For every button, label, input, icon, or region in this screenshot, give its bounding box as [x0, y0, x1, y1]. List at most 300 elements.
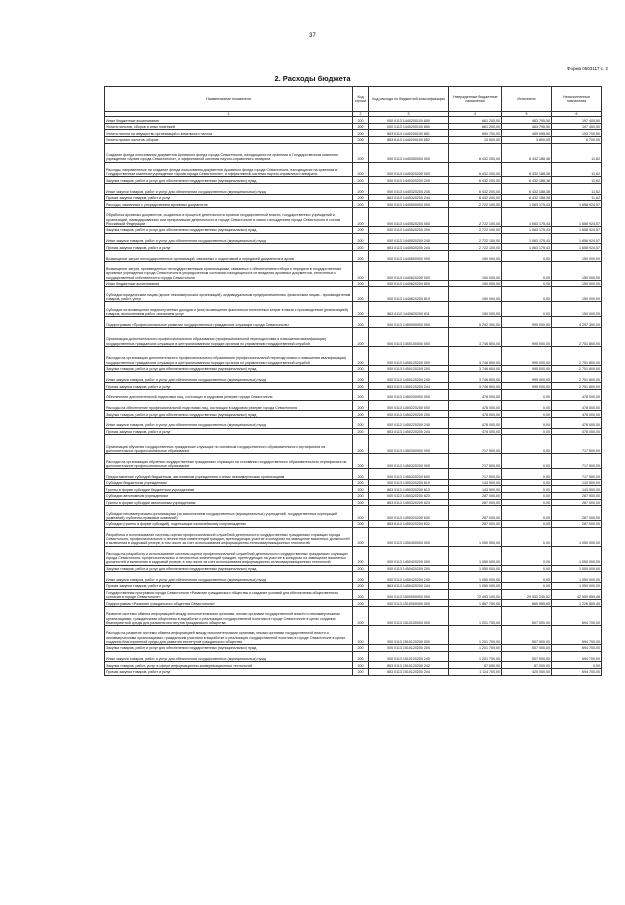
row-unexecuted-amount: 6 700,00: [552, 136, 602, 143]
table-row: [105, 589, 602, 600]
row-classification-code: 000 0113 1450100000 000: [369, 327, 449, 346]
row-unexecuted-amount: 11,62: [552, 177, 602, 184]
row-code: 200: [353, 400, 369, 411]
row-code: 200: [353, 177, 369, 184]
table-row: [105, 162, 602, 177]
row-code: 200: [353, 499, 369, 506]
row-name: Закупка товаров, работ и услуг для обеспечения государственных (муниципальных) нужд: [105, 645, 353, 652]
row-code: 200: [353, 316, 369, 327]
row-unexecuted-amount: 197 400,50: [552, 117, 602, 124]
row-approved-amount: 717 500,00: [449, 435, 502, 454]
row-approved-amount: 2 722 100,00: [449, 201, 502, 208]
table-row: [105, 499, 602, 506]
row-code: 200: [353, 435, 369, 454]
table-row: [105, 201, 602, 208]
row-code: 200: [353, 479, 369, 486]
row-executed-amount: 0,00: [502, 565, 552, 572]
row-executed-amount: 0,00: [502, 583, 552, 590]
row-classification-code: 000 0113 1450320200 600: [369, 469, 449, 480]
row-unexecuted-amount: 2 751 800,00: [552, 346, 602, 365]
row-approved-amount: 478 000,00: [449, 389, 502, 400]
row-unexecuted-amount: 0,00: [552, 662, 602, 669]
row-code: 200: [353, 565, 369, 572]
row-unexecuted-amount: 150 000,00: [552, 280, 602, 287]
row-classification-code: 000 0113 1510120200 000: [369, 626, 449, 645]
row-unexecuted-amount: 478 000,00: [552, 389, 602, 400]
row-classification-code: 000 0113 1450120200 000: [369, 346, 449, 365]
row-classification-code: 000 0113 1440300000 000: [369, 143, 449, 162]
row-name: Разработка и использование системы оценки профессиональной служебной деятельности государственных гражданских служащих города Севастополя, профессиональных и личностных компетенций граждан, претендующих участие в конкурсах на замещение вакантных должностей и включения в кадровый резерв, в том числе за счет использования информационно-телекоммуникационных технологий: [105, 527, 353, 546]
row-approved-amount: 150 000,00: [449, 302, 502, 317]
row-approved-amount: 5 292 300,00: [449, 316, 502, 327]
row-executed-amount: 0,00: [502, 469, 552, 480]
row-unexecuted-amount: 11,62: [552, 143, 602, 162]
row-classification-code: 000 0113 1510100000 000: [369, 607, 449, 626]
row-unexecuted-amount: 478 000,00: [552, 428, 602, 435]
row-code: 200: [353, 417, 369, 428]
row-unexecuted-amount: 694 700,00: [552, 645, 602, 652]
row-executed-amount: 1 063 175,43: [502, 226, 552, 233]
row-approved-amount: 3 746 800,00: [449, 346, 502, 365]
row-classification-code: 000 0113 1440520200 000: [369, 207, 449, 226]
column-number: 5: [502, 112, 552, 117]
row-name: Прочая закупка товаров, работ и услуг: [105, 194, 353, 201]
table-row: [105, 261, 602, 280]
row-unexecuted-amount: 4 297 300,00: [552, 316, 602, 327]
row-unexecuted-amount: 287 000,00: [552, 506, 602, 521]
row-name: Развитие системы обмена информацией между исполнительными органами, иными органами государственной власти и некоммерческими организациями, гражданскими обществом в выработке и реализации государственной политики в городе Севастополе в целях создания благоприятной среды для развития институтов гражданского общества: [105, 607, 353, 626]
row-approved-amount: 478 000,00: [449, 411, 502, 418]
row-executed-amount: 0,00: [502, 572, 552, 583]
row-code: 200: [353, 162, 369, 177]
row-code: 200: [353, 583, 369, 590]
row-executed-amount: 6 432 188,38: [502, 194, 552, 201]
row-code: 200: [353, 383, 369, 390]
row-code: 200: [353, 233, 369, 244]
row-executed-amount: 6 432 188,38: [502, 183, 552, 194]
row-executed-amount: 995 000,00: [502, 372, 552, 383]
row-unexecuted-amount: 150 000,00: [552, 287, 602, 302]
row-classification-code: 000 0113 1450420200 200: [369, 565, 449, 572]
row-approved-amount: 661 200,00: [449, 123, 502, 130]
row-classification-code: 000 0113 1440620200 800: [369, 280, 449, 287]
row-executed-amount: 0,00: [502, 486, 552, 493]
row-unexecuted-amount: 143 500,00: [552, 479, 602, 486]
row-name: Возмещение затрат негосударственных организаций, связанных с подготовкой и передачей документов в архив: [105, 250, 353, 261]
row-classification-code: 000 0113 1500000000 000: [369, 589, 449, 600]
row-name: Прочая закупка товаров, работ и услуг: [105, 383, 353, 390]
row-classification-code: 000 0113 1450320200 630: [369, 506, 449, 521]
row-unexecuted-amount: 197 400,50: [552, 123, 602, 130]
table-row: [105, 669, 602, 676]
table-row: [105, 287, 602, 302]
table-row: [105, 383, 602, 390]
row-code: 200: [353, 244, 369, 251]
row-unexecuted-amount: 287 000,00: [552, 493, 602, 500]
row-executed-amount: 1 063 175,43: [502, 207, 552, 226]
row-approved-amount: 10 500,00: [449, 136, 502, 143]
row-name: Уплата налогов, сборов и иных платежей: [105, 123, 353, 130]
row-classification-code: 000 0113 1450200000 000: [369, 389, 449, 400]
row-code: 200: [353, 521, 369, 528]
row-approved-amount: 1 050 000,00: [449, 527, 502, 546]
row-unexecuted-amount: 150 000,00: [552, 261, 602, 280]
row-code: 200: [353, 226, 369, 233]
row-approved-amount: 287 000,00: [449, 493, 502, 500]
row-unexecuted-amount: 287 000,00: [552, 499, 602, 506]
row-approved-amount: 1 201 700,00: [449, 645, 502, 652]
row-unexecuted-amount: 478 000,00: [552, 400, 602, 411]
row-name: Подпрограмма «Профессиональное развитие государственных гражданских служащих города Севастополя»: [105, 316, 353, 327]
row-approved-amount: 2 722 100,00: [449, 233, 502, 244]
row-name: Организация дополнительного профессионального образования (профессиональной переподготовки и повышения квалификации) государственных гражданских служащих в централизованном порядке органом по управлению государственной службой: [105, 327, 353, 346]
row-unexecuted-amount: 1 226 805,40: [552, 600, 602, 607]
table-row: [105, 572, 602, 583]
row-name: Расходы на организацию обучения государственных гражданских служащих на основании государственного образовательного сертификата на дополнительное профессиональное образование: [105, 454, 353, 469]
table-row: [105, 400, 602, 411]
row-classification-code: 863 0113 1450220200 244: [369, 428, 449, 435]
row-classification-code: 863 0113 1450320200 613: [369, 486, 449, 493]
row-name: Субсидии некоммерческим организациям (за исключением государственных (муниципальных) учреждений, государственных корпораций (компаний), публично-правовых компаний): [105, 506, 353, 521]
row-code: 200: [353, 372, 369, 383]
row-name: Иные закупки товаров, работ и услуг для обеспечения государственных (муниципальных) нужд: [105, 417, 353, 428]
row-executed-amount: 6 432 188,38: [502, 177, 552, 184]
row-unexecuted-amount: 11,62: [552, 194, 602, 201]
row-executed-amount: 507 000,00: [502, 645, 552, 652]
row-executed-amount: 995 000,00: [502, 383, 552, 390]
row-executed-amount: 0,00: [502, 302, 552, 317]
row-unexecuted-amount: 287 000,00: [552, 521, 602, 528]
table-row: [105, 651, 602, 662]
row-unexecuted-amount: 694 700,00: [552, 651, 602, 662]
table-row: [105, 280, 602, 287]
row-name: Расходы на обеспечение профессиональной подготовки лиц, состоящих в кадровом резерве города Севастополя: [105, 400, 353, 411]
table-row: [105, 207, 602, 226]
row-unexecuted-amount: 694 700,00: [552, 607, 602, 626]
row-executed-amount: 6 432 188,38: [502, 162, 552, 177]
row-approved-amount: 3 746 800,00: [449, 383, 502, 390]
row-classification-code: 000 0113 1440320200 200: [369, 177, 449, 184]
row-name: Субсидии бюджетным учреждениям: [105, 479, 353, 486]
row-classification-code: 863 0113 1440620200 811: [369, 302, 449, 317]
row-code: 200: [353, 645, 369, 652]
row-classification-code: 000 0113 1440320200 000: [369, 162, 449, 177]
row-classification-code: 000 0113 1440600000 000: [369, 250, 449, 261]
row-name: Уплата прочих налогов, сборов: [105, 136, 353, 143]
row-approved-amount: 6 432 200,00: [449, 194, 502, 201]
row-name: Иные закупки товаров, работ и услуг для обеспечения государственных (муниципальных) нужд: [105, 372, 353, 383]
row-code: 200: [353, 572, 369, 583]
row-name: Закупка товаров, работ, услуг в сфере информационно-коммуникационных технологий: [105, 662, 353, 669]
row-classification-code: 000 0113 1440320200 240: [369, 183, 449, 194]
row-executed-amount: 1 063 175,43: [502, 201, 552, 208]
row-unexecuted-amount: 1 050 000,00: [552, 583, 602, 590]
row-approved-amount: 287 000,00: [449, 521, 502, 528]
row-classification-code: 863 0113 1440320200 244: [369, 194, 449, 201]
column-number: 4: [449, 112, 502, 117]
row-executed-amount: 0,00: [502, 400, 552, 411]
row-approved-amount: 2 722 100,00: [449, 244, 502, 251]
row-approved-amount: 287 000,00: [449, 499, 502, 506]
row-approved-amount: 1 887 760,00: [449, 600, 502, 607]
form-reference: Форма 0503117 с. 2: [567, 66, 608, 71]
row-executed-amount: 463 795,50: [502, 117, 552, 124]
row-approved-amount: 2 722 100,00: [449, 207, 502, 226]
row-name: Прочая закупка товаров, работ и услуг: [105, 428, 353, 435]
row-executed-amount: 0,00: [502, 417, 552, 428]
table-row: [105, 527, 602, 546]
row-unexecuted-amount: 193 700,50: [552, 130, 602, 137]
row-executed-amount: 995 000,00: [502, 365, 552, 372]
table-row: [105, 302, 602, 317]
row-name: Иные закупки товаров, работ и услуг для обеспечения государственных (муниципальных) нужд: [105, 233, 353, 244]
table-row: [105, 233, 602, 244]
row-unexecuted-amount: 1 658 924,57: [552, 201, 602, 208]
table-row: [105, 226, 602, 233]
row-classification-code: 000 0113 1510120200 240: [369, 651, 449, 662]
row-unexecuted-amount: 1 050 000,00: [552, 527, 602, 546]
row-unexecuted-amount: 11,62: [552, 183, 602, 194]
row-name: Гранты в форме субсидии автономным учреждениям: [105, 499, 353, 506]
row-classification-code: 000 0113 1450220200 000: [369, 400, 449, 411]
row-unexecuted-amount: 143 500,00: [552, 486, 602, 493]
row-approved-amount: 6 432 200,00: [449, 183, 502, 194]
table-row: [105, 117, 602, 124]
row-code: 200: [353, 428, 369, 435]
row-unexecuted-amount: 717 500,00: [552, 469, 602, 480]
table-row: [105, 645, 602, 652]
row-approved-amount: 3 746 800,00: [449, 372, 502, 383]
table-row: [105, 411, 602, 418]
row-name: Закупка товаров, работ и услуг для обеспечения государственных (муниципальных) нужд: [105, 226, 353, 233]
row-code: 200: [353, 123, 369, 130]
row-code: 200: [353, 493, 369, 500]
header-code: Код строки: [353, 87, 369, 112]
row-approved-amount: 1 050 000,00: [449, 583, 502, 590]
row-name: Расходы на организацию дополнительного профессионального образования (профессиональной переподготовки и повышения квалификации) государственных гражданских служащих в централизованном порядке органом по управлению государственной службой: [105, 346, 353, 365]
row-executed-amount: 0,00: [502, 493, 552, 500]
row-approved-amount: 478 000,00: [449, 417, 502, 428]
row-name: Иные закупки товаров, работ и услуг для обеспечения государственных (муниципальных) нужд: [105, 572, 353, 583]
row-executed-amount: 0,00: [502, 546, 552, 565]
header-executed: Исполнено: [502, 87, 552, 112]
row-unexecuted-amount: 1 050 000,00: [552, 546, 602, 565]
row-classification-code: 000 0113 1440200100 800: [369, 117, 449, 124]
row-code: 200: [353, 207, 369, 226]
row-classification-code: 000 0113 1510120200 200: [369, 645, 449, 652]
table-row: [105, 435, 602, 454]
row-executed-amount: 0,00: [502, 499, 552, 506]
row-code: 200: [353, 365, 369, 372]
row-name: Субсидии (гранты в форме субсидий), подлежащие казначейскому сопровождению: [105, 521, 353, 528]
row-unexecuted-amount: 1 658 924,57: [552, 244, 602, 251]
row-executed-amount: 463 795,50: [502, 123, 552, 130]
row-executed-amount: 0,00: [502, 454, 552, 469]
table-row: [105, 177, 602, 184]
row-code: 200: [353, 143, 369, 162]
header-classification: Код расхода по бюджетной классификации: [369, 87, 449, 112]
row-approved-amount: 150 000,00: [449, 250, 502, 261]
table-row: [105, 479, 602, 486]
row-name: Закупка товаров, работ и услуг для обеспечения государственных (муниципальных) нужд: [105, 411, 353, 418]
row-executed-amount: 3 800,00: [502, 136, 552, 143]
row-executed-amount: 0,00: [502, 389, 552, 400]
table-row: [105, 194, 602, 201]
table-row: [105, 143, 602, 162]
row-name: Субсидии на возмещение недополученных доходов и (или) возмещение фактически понесенных затрат в связи с производством (реализацией) товаров, выполнением работ, оказанием услуг: [105, 302, 353, 317]
table-row: [105, 123, 602, 130]
row-name: Иные закупки товаров, работ и услуг для обеспечения государственных (муниципальных) нужд: [105, 651, 353, 662]
row-name: Закупка товаров, работ и услуг для обеспечения государственных (муниципальных) нужд: [105, 565, 353, 572]
row-classification-code: 000 0113 1450420200 240: [369, 572, 449, 583]
row-approved-amount: 3 746 800,00: [449, 327, 502, 346]
row-executed-amount: 507 000,00: [502, 607, 552, 626]
row-code: 200: [353, 287, 369, 302]
row-unexecuted-amount: 150 000,00: [552, 250, 602, 261]
row-classification-code: 000 0113 1440500000 000: [369, 201, 449, 208]
row-approved-amount: 1 114 700,00: [449, 669, 502, 676]
row-code: 200: [353, 346, 369, 365]
row-executed-amount: 87 000,00: [502, 662, 552, 669]
column-number: 3: [369, 112, 449, 117]
row-executed-amount: 0,00: [502, 506, 552, 521]
row-executed-amount: 995 000,00: [502, 327, 552, 346]
row-name: Гранты в форме субсидии бюджетным учреждениям: [105, 486, 353, 493]
row-classification-code: 000 0113 1450120200 200: [369, 365, 449, 372]
row-name: Прочая закупка товаров, работ и услуг: [105, 669, 353, 676]
row-name: Подпрограмма «Развитие гражданского общества Севастополя»: [105, 600, 353, 607]
row-name: Возмещение затрат, произведенных негосударственными организациями, связанных с обеспечением отбора и передачи в государственные архивные учреждения города Севастополя в упорядоченном состоянии находящихся в их владении архивных документов, отнесенных к государственной собственности города Севастополя: [105, 261, 353, 280]
header-name: Наименование показателя: [105, 87, 353, 112]
table-row: [105, 244, 602, 251]
row-code: 200: [353, 662, 369, 669]
row-executed-amount: 0,00: [502, 521, 552, 528]
row-classification-code: 863 0113 1440200100 852: [369, 136, 449, 143]
row-executed-amount: 0,00: [502, 280, 552, 287]
column-number: 6: [552, 112, 602, 117]
row-name: Создание фонда пользования документов Архивного фонда города Севастополя, находящихся на хранении в Государственном казенном учреждении «Архив города Севастополя», и эффективной системы научно-справочного аппарата: [105, 143, 353, 162]
row-executed-amount: 459 095,50: [502, 130, 552, 137]
row-approved-amount: 150 000,00: [449, 287, 502, 302]
row-executed-amount: 6 432 188,38: [502, 143, 552, 162]
table-row: [105, 365, 602, 372]
row-executed-amount: 660 955,60: [502, 600, 552, 607]
row-executed-amount: 0,00: [502, 411, 552, 418]
row-classification-code: 000 0113 1450220200 240: [369, 417, 449, 428]
row-code: 200: [353, 600, 369, 607]
row-classification-code: 863 0113 1450320200 632: [369, 521, 449, 528]
row-approved-amount: 287 000,00: [449, 506, 502, 521]
row-code: 200: [353, 651, 369, 662]
row-code: 200: [353, 261, 369, 280]
row-unexecuted-amount: 1 050 000,00: [552, 572, 602, 583]
row-classification-code: 000 0113 1440200100 850: [369, 123, 449, 130]
row-executed-amount: 0,00: [502, 479, 552, 486]
row-executed-amount: 1 063 175,43: [502, 233, 552, 244]
row-code: 200: [353, 327, 369, 346]
row-code: 200: [353, 389, 369, 400]
row-classification-code: 863 0113 1510120200 242: [369, 662, 449, 669]
row-classification-code: 863 0113 1450420200 244: [369, 583, 449, 590]
row-code: 200: [353, 136, 369, 143]
header-approved: Утвержденные бюджетные назначения: [449, 87, 502, 112]
row-code: 200: [353, 250, 369, 261]
table-row: [105, 469, 602, 480]
row-classification-code: 000 0113 1450320200 620: [369, 493, 449, 500]
row-classification-code: 863 0113 1450320200 623: [369, 499, 449, 506]
row-name: Закупка товаров, работ и услуг для обеспечения государственных (муниципальных) нужд: [105, 177, 353, 184]
table-row: [105, 565, 602, 572]
row-name: Прочая закупка товаров, работ и услуг: [105, 244, 353, 251]
row-name: Расходы на разработку и использование системы оценки профессиональной служебной деятельности государственных гражданских служащих города Севастополя, профессиональных и личностных компетенций граждан, претендующих на участие в конкурсах на замещение вакантных должностей и включение в кадровый резерв, в том числе за счет использования информационно-телекоммуникационных технологий: [105, 546, 353, 565]
row-classification-code: 000 0113 1450300000 000: [369, 435, 449, 454]
row-executed-amount: 507 000,00: [502, 651, 552, 662]
row-executed-amount: 0,00: [502, 527, 552, 546]
row-classification-code: 000 0113 1510000000 000: [369, 600, 449, 607]
table-row: [105, 250, 602, 261]
table-row: [105, 521, 602, 528]
row-unexecuted-amount: 2 751 800,00: [552, 327, 602, 346]
row-approved-amount: 6 432 200,00: [449, 162, 502, 177]
row-code: 200: [353, 302, 369, 317]
row-classification-code: 000 0113 1440520200 240: [369, 233, 449, 244]
table-row: [105, 607, 602, 626]
row-code: 200: [353, 669, 369, 676]
row-name: Предоставление субсидий бюджетным, автономным учреждениям и иным некоммерческим организациям: [105, 469, 353, 480]
table-row: [105, 546, 602, 565]
row-name: Организация обучения государственных гражданских служащих по основным государственного образовательного сертификата на дополнительное профессиональное образование: [105, 435, 353, 454]
table-row: [105, 583, 602, 590]
row-approved-amount: 1 050 000,00: [449, 572, 502, 583]
row-classification-code: 000 0113 1440520200 200: [369, 226, 449, 233]
row-unexecuted-amount: 717 500,00: [552, 454, 602, 469]
row-approved-amount: 6 432 200,00: [449, 177, 502, 184]
row-name: Расходы, связанные с упорядочением архивных документов: [105, 201, 353, 208]
row-unexecuted-amount: 478 000,00: [552, 411, 602, 418]
row-executed-amount: 0,00: [502, 250, 552, 261]
row-approved-amount: 72 493 100,00: [449, 589, 502, 600]
table-row: [105, 346, 602, 365]
row-unexecuted-amount: 150 000,00: [552, 302, 602, 317]
row-name: Уплата налога на имущество организаций и земельного налога: [105, 130, 353, 137]
row-approved-amount: 478 000,00: [449, 428, 502, 435]
table-row: [105, 372, 602, 383]
row-code: 200: [353, 411, 369, 418]
row-approved-amount: 1 201 700,00: [449, 607, 502, 626]
table-row: [105, 130, 602, 137]
row-code: 200: [353, 117, 369, 124]
row-classification-code: 000 0113 1450000000 000: [369, 316, 449, 327]
row-approved-amount: 1 201 700,00: [449, 626, 502, 645]
row-executed-amount: 1 063 175,43: [502, 244, 552, 251]
row-name: Расходы на развитие системы обмена информацией между исполнительными органами, иными органами государственной власти и некоммерческими организациями, гражданским участием в выработке и реализации государственной политики в городе Севастополе в целях создания благоприятной среды для развития институтов гражданского общества: [105, 626, 353, 645]
row-unexecuted-amount: 2 751 800,00: [552, 372, 602, 383]
row-name: Закупка товаров, работ и услуг для обеспечения государственных (муниципальных) нужд: [105, 365, 353, 372]
row-approved-amount: 1 050 000,00: [449, 565, 502, 572]
row-classification-code: 863 0113 1450120200 244: [369, 383, 449, 390]
row-code: 200: [353, 130, 369, 137]
section-title: 2. Расходы бюджета: [274, 74, 351, 83]
row-unexecuted-amount: 42 559 859,48: [552, 589, 602, 600]
row-unexecuted-amount: 1 658 924,57: [552, 207, 602, 226]
row-approved-amount: 143 500,00: [449, 486, 502, 493]
row-unexecuted-amount: 1 050 000,00: [552, 565, 602, 572]
row-name: Субсидии автономным учреждениям: [105, 493, 353, 500]
table-row: [105, 662, 602, 669]
row-classification-code: 863 0113 1440200100 851: [369, 130, 449, 137]
table-header-row: [105, 87, 602, 112]
row-classification-code: 000 0113 1450420200 000: [369, 546, 449, 565]
